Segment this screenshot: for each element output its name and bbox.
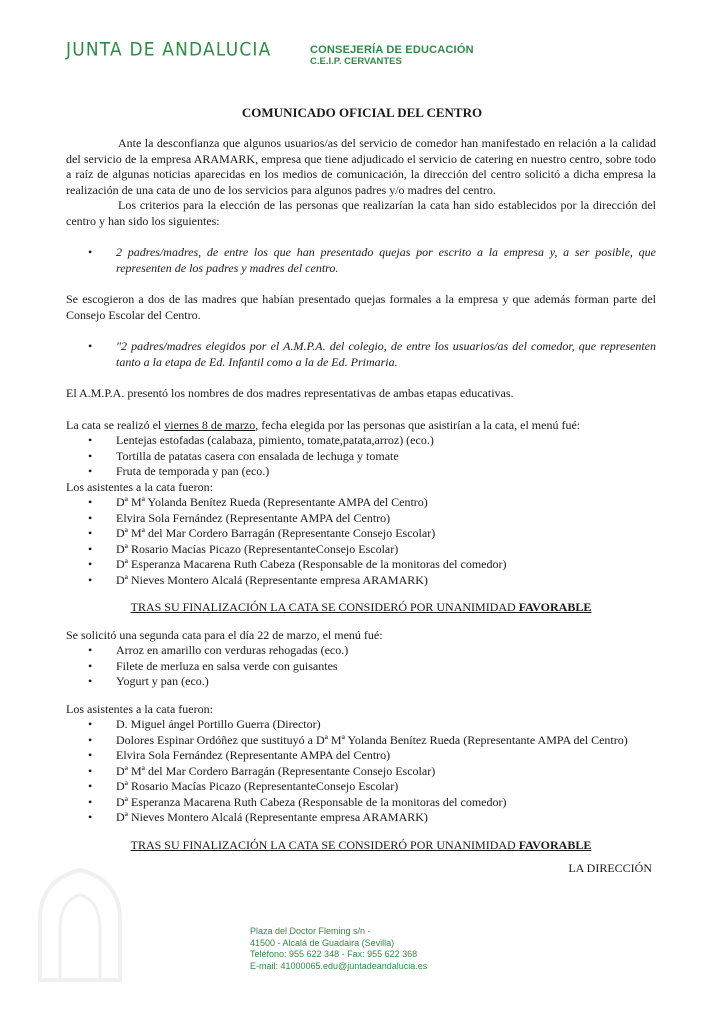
intro-paragraph-1: Ante la desconfianza que algunos usuarios/as del servicio de comedor han manifestado en relación a la calidad del servicio de la empresa ARAMARK, empresa que tiene adjudicado el servicio de catering en nuestro centro, sobre todo a raíz de algunas noticias aparecidas en los medios de comunicación, la dirección del centro solicitó a dicha empresa la realización de una cata de uno de los servicios para algunos padres y/o madres del centro. <box>66 136 656 197</box>
second-menu-list <box>66 643 656 690</box>
second-attendees-list <box>66 717 656 826</box>
attendee: Dª Esperanza Macarena Ruth Cabeza (Responsable de la monitoras del comedor) <box>116 557 507 571</box>
list-item <box>66 810 656 826</box>
menu-item: Fruta de temporada y pan (eco.) <box>116 464 270 478</box>
bullet-icon: • <box>88 557 93 571</box>
list-item <box>66 795 656 811</box>
bullet-icon: • <box>88 339 93 353</box>
first-attendees-label: Los asistentes a la cata fueron: <box>66 479 213 494</box>
first-tasting-intro <box>66 418 656 434</box>
footer-line: 41500 - Alcalá de Guadaira (Sevilla) <box>250 937 395 948</box>
criteria-2-text: "2 padres/madres elegidos por el A.M.P.A. del colegio, de entre los usuarios/as del comedor, que representen tanto a la etapa de Ed. Infantil como a la de Ed. Primaria. <box>116 339 656 369</box>
attendee: Dª Rosario Macías Picazo (RepresentanteConsejo Escolar) <box>116 541 399 556</box>
list-item <box>66 449 656 465</box>
bullet-icon: • <box>88 245 93 259</box>
second-tasting-intro: Se solicitó una segunda cata para el día 22 de marzo, el menú fué: <box>66 627 383 642</box>
intro-paragraph-2: Los criterios para la elección de las personas que realizarían la cata han sido establecidos por la dirección del centro y han sido los siguientes: <box>66 198 656 228</box>
attendee: Dª Rosario Macías Picazo (RepresentanteConsejo Escolar) <box>116 779 399 793</box>
bullet-icon: • <box>88 732 93 747</box>
school-name: C.E.I.P. CERVANTES <box>310 56 402 67</box>
second-conclusion-text: TRAS SU FINALIZACIÓN LA CATA SE CONSIDERÓ POR UNANIMIDAD <box>130 837 519 852</box>
bullet-icon: • <box>88 794 93 809</box>
menu-item: Yogurt y pan (eco.) <box>116 674 209 688</box>
list-item <box>66 542 656 558</box>
attendee: Dª Nieves Montero Alcalá (Representante empresa ARAMARK) <box>116 810 428 824</box>
list-item <box>66 674 656 690</box>
list-item <box>66 717 656 733</box>
list-item <box>66 464 656 480</box>
menu-item: Filete de merluza en salsa verde con guisantes <box>116 658 338 673</box>
signature: LA DIRECCIÓN <box>568 861 652 875</box>
first-attendees-list <box>66 495 656 588</box>
bullet-icon: • <box>88 763 93 778</box>
first-menu-list <box>66 433 656 480</box>
criteria-1-note: Se escogieron a dos de las madres que habían presentado quejas formales a la empresa y que además forman parte del Consejo Escolar del Centro. <box>66 292 656 322</box>
second-attendees-label: Los asistentes a la cata fueron: <box>66 701 213 716</box>
bullet-icon: • <box>88 464 93 478</box>
criteria-2-note: El A.M.P.A. presentó los nombres de dos madres representativas de ambas etapas educativas. <box>66 386 514 400</box>
attendee: Elvira Sola Fernández (Representante AMPA del Centro) <box>116 748 391 762</box>
second-conclusion <box>66 838 656 854</box>
list-item <box>66 643 656 659</box>
attendee: Elvira Sola Fernández (Representante AMPA del Centro) <box>116 510 391 525</box>
list-item <box>66 495 656 511</box>
first-conclusion-result: FAVORABLE <box>518 600 592 614</box>
bullet-icon: • <box>88 810 93 824</box>
criteria-list-2 <box>66 339 656 370</box>
first-conclusion <box>66 600 656 616</box>
second-conclusion-result: FAVORABLE <box>518 837 592 852</box>
emblem-watermark-icon <box>20 860 140 990</box>
bullet-icon: • <box>88 748 93 762</box>
list-item <box>66 573 656 589</box>
list-item <box>66 748 656 764</box>
menu-item: Tortilla de patatas casera con ensalada de lechuga y tomate <box>116 448 399 463</box>
attendee: Dolores Espinar Ordóñez que sustituyó a Dª Mª Yolanda Benítez Rueda (Representante AMPA del Centro) <box>116 732 628 747</box>
bullet-icon: • <box>88 526 93 540</box>
document-title: COMUNICADO OFICIAL DEL CENTRO <box>241 105 483 120</box>
menu-item: Lentejas estofadas (calabaza, pimiento, tomate,patata,arroz) (eco.) <box>116 433 434 447</box>
list-item <box>66 764 656 780</box>
footer-line: Teléfono: 955 622 348 - Fax: 955 622 368 <box>250 949 418 959</box>
list-item <box>66 733 656 749</box>
criteria-list-1 <box>66 245 656 276</box>
bullet-icon: • <box>88 658 93 673</box>
list-item <box>66 659 656 675</box>
document-body <box>66 136 656 877</box>
bullet-icon: • <box>88 541 93 556</box>
attendee: D. Miguel ángel Portillo Guerra (Director) <box>116 717 321 731</box>
first-tasting-date: viernes 8 de marzo <box>164 417 256 432</box>
bullet-icon: • <box>88 643 93 657</box>
first-conclusion-text: TRAS SU FINALIZACIÓN LA CATA SE CONSIDERÓ POR UNANIMIDAD <box>130 600 519 614</box>
menu-item: Arroz en amarillo con verduras rehogadas (eco.) <box>116 643 349 657</box>
footer-line: Plaza del Doctor Fleming s/n - <box>250 926 371 936</box>
list-item <box>66 245 656 276</box>
bullet-icon: • <box>88 779 93 793</box>
bullet-icon: • <box>88 510 93 525</box>
bullet-icon: • <box>88 495 93 509</box>
bullet-icon: • <box>88 448 93 463</box>
attendee: Dª Esperanza Macarena Ruth Cabeza (Responsable de la monitoras del comedor) <box>116 794 507 809</box>
first-tasting-intro-after: , fecha elegida por las personas que asistirían a la cata, el menú fué: <box>255 417 581 432</box>
criteria-1-text: 2 padres/madres, de entre los que han presentado quejas por escrito a la empresa y, a ser posible, que representen de los padres y madres del centro. <box>116 245 656 275</box>
attendee: Dª Mª del Mar Cordero Barragán (Representante Consejo Escolar) <box>116 526 436 540</box>
consejeria-header <box>310 44 474 68</box>
list-item <box>66 339 656 370</box>
consejeria-name: CONSEJERÍA DE EDUCACIÓN <box>310 44 474 56</box>
junta-de-andalucia-logo: JUNTA DE ANDALUCIA <box>66 39 272 61</box>
footer-address <box>250 926 427 972</box>
bullet-icon: • <box>88 433 93 447</box>
list-item <box>66 557 656 573</box>
list-item <box>66 433 656 449</box>
attendee: Dª Nieves Montero Alcalá (Representante empresa ARAMARK) <box>116 572 428 587</box>
first-tasting-intro-before: La cata se realizó el <box>66 417 165 432</box>
list-item <box>66 779 656 795</box>
attendee: Dª Mª Yolanda Benítez Rueda (Representante AMPA del Centro) <box>116 495 428 509</box>
list-item <box>66 526 656 542</box>
bullet-icon: • <box>88 717 93 731</box>
attendee: Dª Mª del Mar Cordero Barragán (Representante Consejo Escolar) <box>116 763 436 778</box>
bullet-icon: • <box>88 572 93 587</box>
bullet-icon: • <box>88 674 93 688</box>
list-item <box>66 511 656 527</box>
footer-email[interactable]: E-mail: 41000065.edu@juntadeandalucia.es <box>250 960 428 971</box>
